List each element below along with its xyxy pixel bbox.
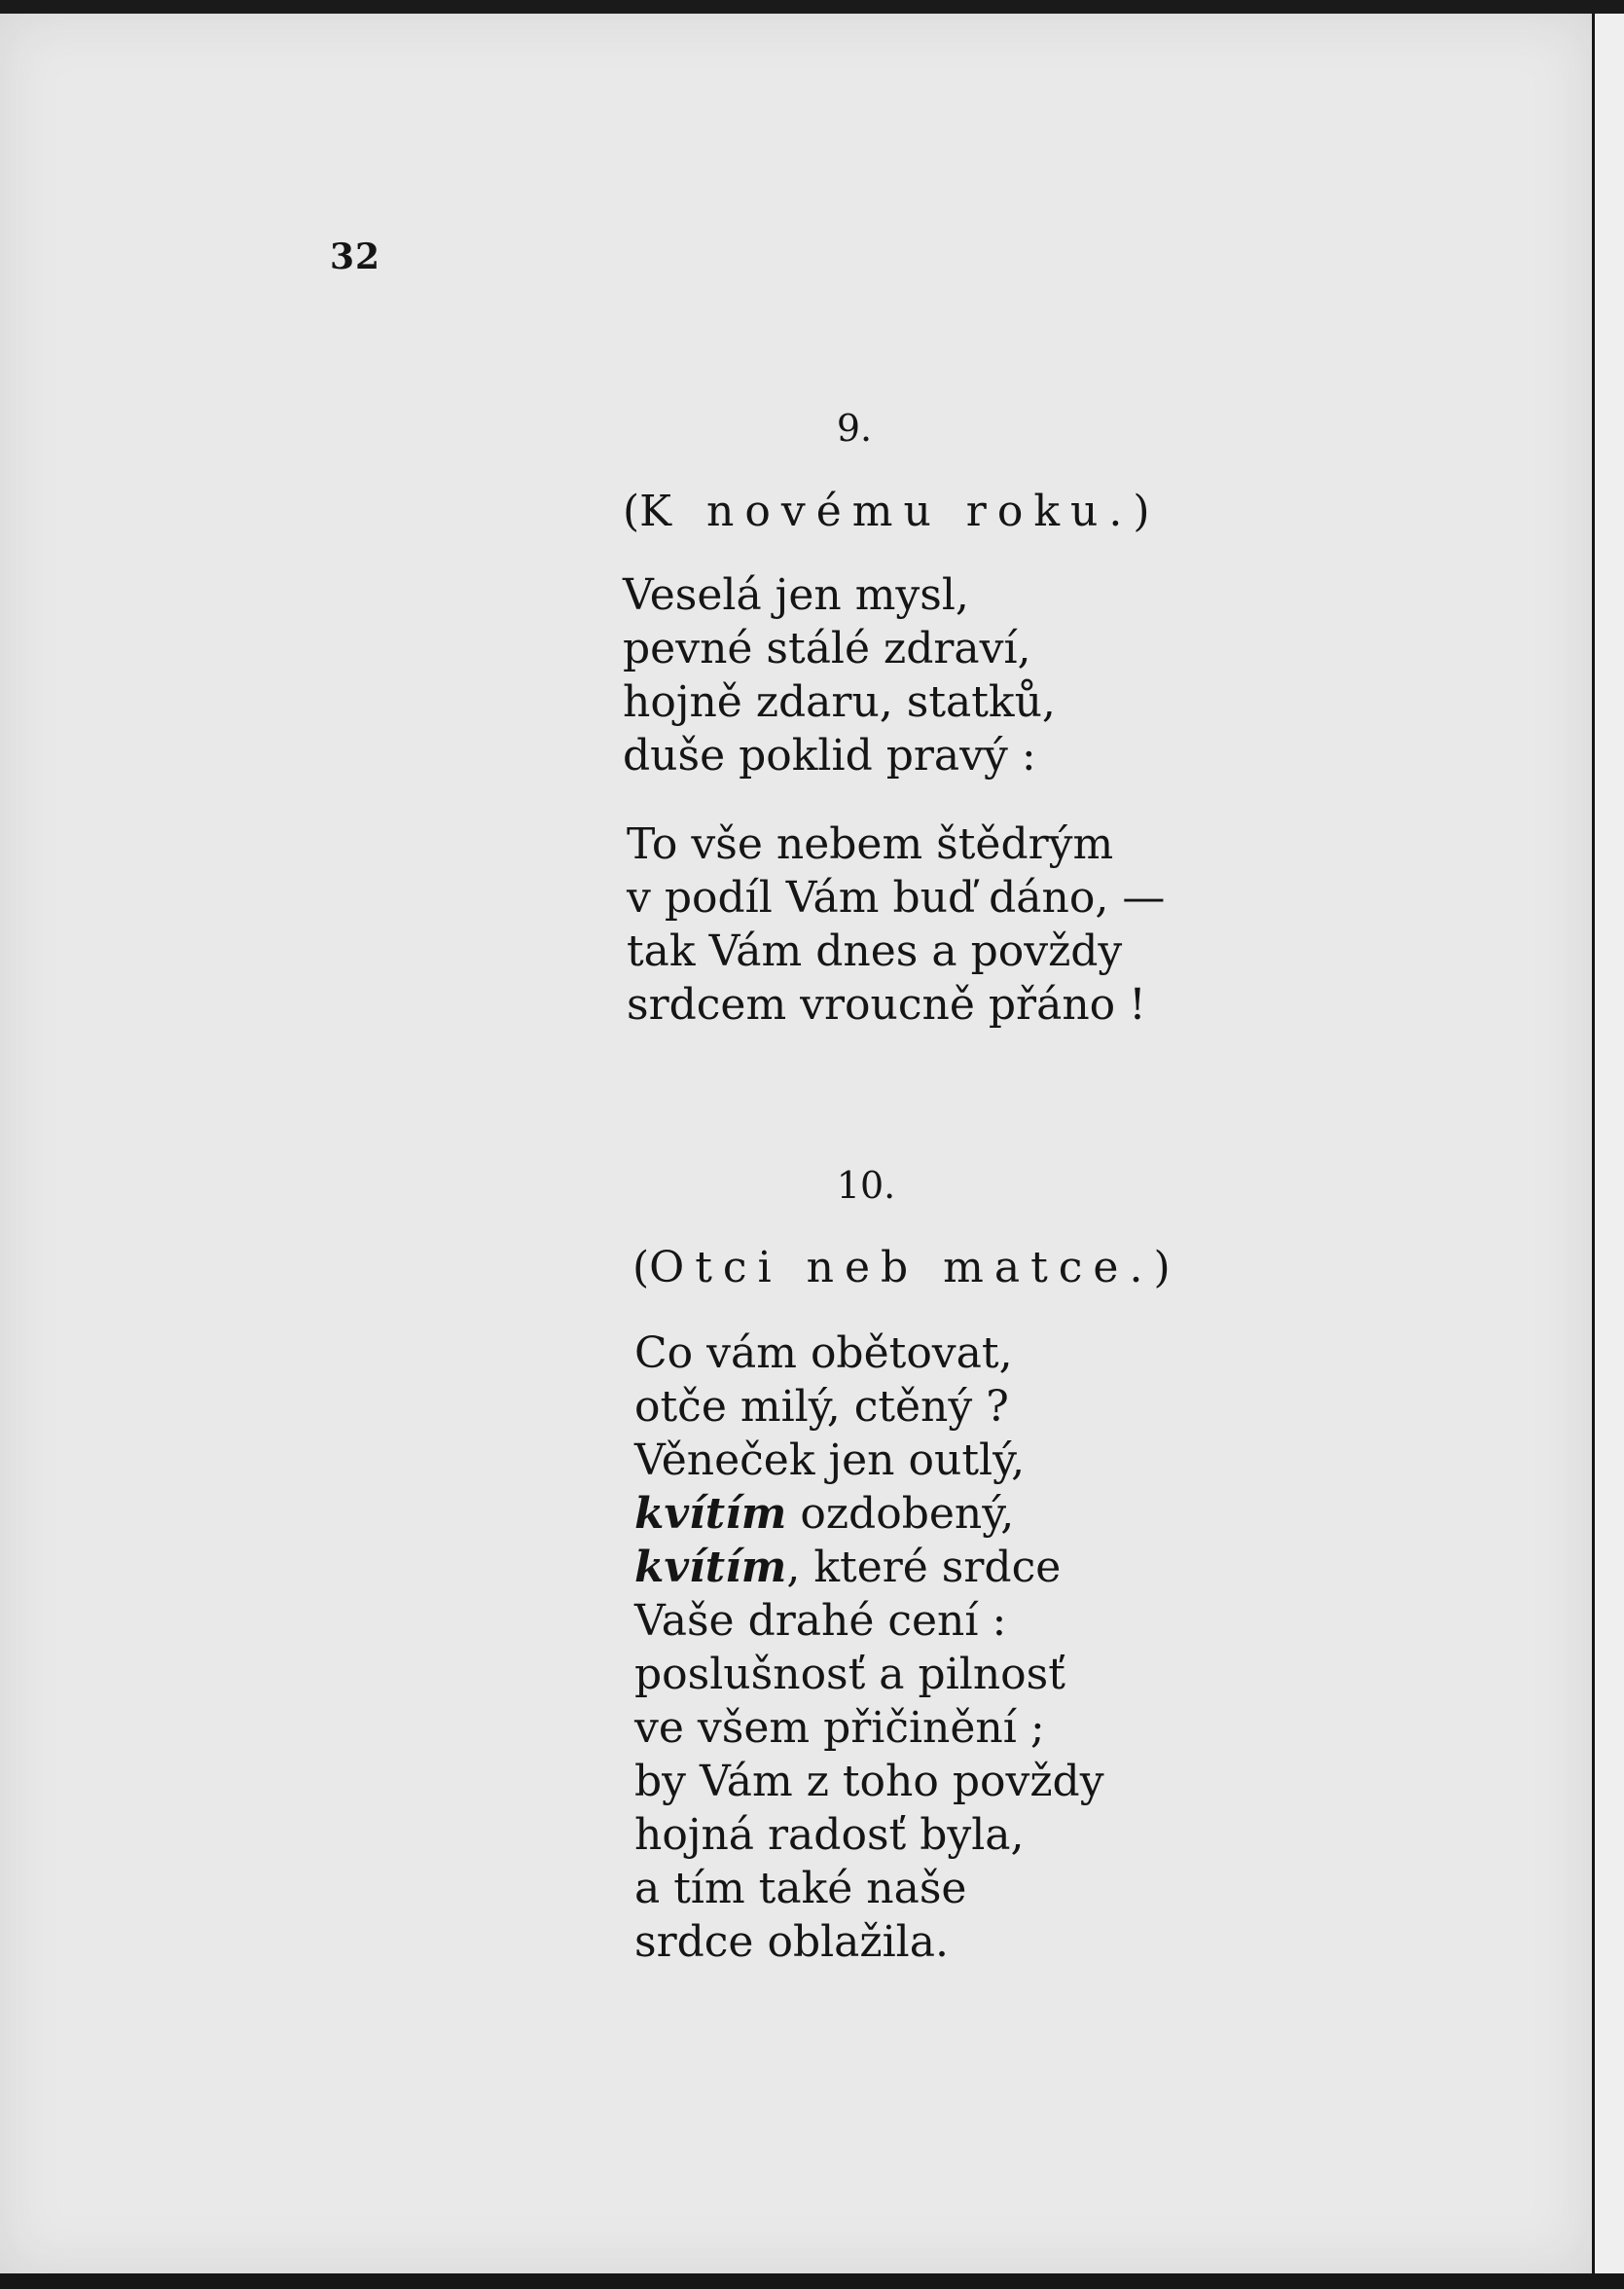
verse-line: pevné stálé zdraví,	[623, 624, 1031, 673]
title-paren-open: (	[623, 487, 640, 536]
title-paren-close: )	[1133, 487, 1150, 536]
verse-line: v podíl Vám buď dáno, —	[627, 873, 1166, 923]
verse-line: tak Vám dnes a povždy	[627, 926, 1123, 976]
verse-line: by Vám z toho povždy	[634, 1757, 1104, 1806]
verse-line: otče milý, ctěný ?	[634, 1382, 1009, 1432]
emphasis-word: kvítím	[634, 1543, 787, 1592]
verse-line: Věneček jen outlý,	[634, 1435, 1026, 1485]
verse-line: ve všem přičinění ;	[634, 1703, 1045, 1753]
stanza-10	[634, 1326, 1104, 1969]
verse-line: hojně zdaru, statků,	[623, 677, 1056, 727]
verse-text: , které srdce	[786, 1543, 1062, 1592]
verse-line: a tím také naše	[634, 1864, 967, 1913]
title-text: K novému roku.	[639, 487, 1134, 536]
emphasis-word: kvítím	[634, 1489, 787, 1539]
verse-line: Veselá jen mysl,	[623, 570, 969, 620]
verse-line: hojná radosť byla,	[634, 1810, 1025, 1860]
poem-title-10	[632, 1243, 1171, 1292]
verse-line	[634, 1541, 1104, 1594]
verse-line: Vaše drahé cení :	[634, 1596, 1007, 1646]
scan-border	[0, 2273, 1624, 2289]
title-paren-close: )	[1153, 1243, 1171, 1292]
stanza-9-2	[627, 818, 1165, 1032]
title-text: Otci neb matce.	[649, 1243, 1154, 1292]
verse-line: poslušnosť a pilnosť	[634, 1650, 1065, 1699]
verse-text: ozdobený,	[786, 1489, 1015, 1539]
verse-line: To vše nebem štědrým	[627, 819, 1114, 869]
stanza-9-1	[623, 568, 1056, 782]
title-paren-open: (	[632, 1243, 650, 1292]
verse-line	[634, 1487, 1104, 1541]
page-number: 32	[330, 236, 381, 277]
verse-line: srdce oblažila.	[634, 1917, 949, 1967]
poem-number-9: 9.	[836, 407, 873, 450]
poem-title-9	[623, 487, 1149, 536]
verse-line: Co vám obětovat,	[634, 1328, 1013, 1378]
page-edge	[1592, 14, 1624, 2273]
verse-line: srdcem vroucně přáno !	[627, 980, 1146, 1030]
verse-line: duše poklid pravý :	[623, 731, 1036, 781]
poem-number-10: 10.	[836, 1164, 896, 1207]
